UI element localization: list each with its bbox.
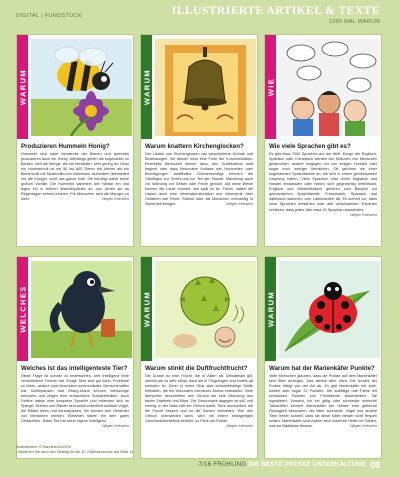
- card-text: [269, 143, 377, 243]
- card-illustration: [141, 257, 258, 361]
- page-footnotes: [16, 445, 133, 455]
- card-byline: Wegen Ireinstein: [102, 197, 129, 202]
- card-text: [21, 143, 129, 243]
- card-text: [145, 143, 253, 243]
- page-subtitle: 1000 MAL WARUM: [329, 19, 380, 25]
- card-byline: Wegen Ireinstein: [350, 212, 377, 217]
- section-separator: |: [41, 13, 43, 19]
- card-illustration: [17, 257, 134, 361]
- card-text: [145, 365, 253, 455]
- card-byline: Wegen Ireinstein: [226, 202, 253, 207]
- article-card-intelligent-animal: [16, 256, 134, 459]
- card-body-text: Der Läuten von Kirchenglocken hat verschiedene Gründe und Bedeutungen. Sie dienen nicht eine Form der Kommunikation. Einerseits Menschen dienen dazu, den Gottesdienst bald beginnt oder dass besondere Anlässe wie Hochzeiten oder Beerdigungen stattfinden. Glockenschläge erinnern die Gläubigen zur Gebet und zur Teil der Stunde. Manchmal auch zur Warnung vor Gefahr oder Feuer genutzt. Auf diese Weise können die Leute erinnert, wie spät es ist. Früher hatten die Läuten auch eine Informationsfunktion und informierte über Gefahren wie Feuer, Stürme oder als Menschen rechtzeitig in Sicherheit bringen.: [145, 152, 253, 207]
- category-label: WARUM: [142, 68, 151, 106]
- page-footer-bar: [198, 460, 380, 470]
- category-band: [265, 35, 276, 139]
- section-label: [16, 13, 82, 19]
- article-row-1: [16, 34, 384, 247]
- ladybug-illustration: [279, 261, 380, 358]
- card-body: [145, 374, 253, 429]
- card-text: [269, 365, 377, 455]
- footer-slogan: DIE BESTE PRESSE UNTERHALTUNG: [248, 462, 366, 468]
- card-body-text: Viele Menschen glauben, dass die Punkte auf dem Marienkäfer sein Alter anzeigen. Das stimmt aber nicht. Die Anzahl der Punkte hängt von der Art ab. Es gibt Marienkäfer mit zwei, sieben oder sogar 22 Punkten. Die auffällige rote Farbe mit schwarzen Punkten soll Fressfeinde abschrecken. Sie signalisiert: Vorsicht, ich bin giftig oder schmecke schlecht! Tatsächlich können Marienkäfer bei Gefahr eine gelbliche Flüssigkeit absondern, die bitter schmeckt. Vögel und andere Tiere lernen schnell, dass sie diese Käfer besser nicht fressen sollten. Marienkäfer sind zudem sehr nützliche Helfer im Garten, weil sie Blattläuse fressen.: [269, 374, 377, 429]
- card-question: Warum hat der Marienkäfer Punkte?: [269, 365, 375, 372]
- card-question: Warum stinkt die Duftfruchtfrucht?: [145, 365, 248, 372]
- card-illustration: [141, 35, 258, 139]
- bumblebee-illustration: [31, 39, 132, 136]
- church-bell-illustration: [155, 39, 256, 136]
- section-label-digital: DIGITAL: [16, 13, 40, 19]
- section-label-fundstueck: FUNDSTÜCK: [44, 13, 82, 19]
- speech-bubbles-illustration: [279, 39, 380, 136]
- page-number: 08: [369, 460, 380, 470]
- header-right: [172, 5, 380, 25]
- card-question: Welches ist das intelligenteste Tier?: [21, 365, 128, 372]
- durian-illustration: [155, 261, 256, 358]
- card-illustration: [265, 257, 382, 361]
- category-label: WARUM: [142, 290, 151, 328]
- card-body: [21, 374, 129, 429]
- footer-issue: 7/16 FRÜHLING: [198, 462, 247, 468]
- article-card-durian: [140, 256, 258, 459]
- page-title: ILLUSTRIERTE ARTIKEL & TEXTE: [171, 5, 380, 17]
- article-card-church-bells: [140, 34, 258, 247]
- card-body: [21, 152, 129, 202]
- card-question: Wie viele Sprachen gibt es?: [269, 143, 351, 150]
- card-question: Warum knattern Kirchenglocken?: [145, 143, 244, 150]
- footer-strip: [198, 462, 366, 468]
- article-card-bumblebee: [16, 34, 134, 247]
- card-illustration: [17, 35, 134, 139]
- category-label: WIE: [266, 77, 275, 97]
- category-band: [17, 257, 28, 361]
- category-band: [265, 257, 276, 361]
- card-body-text: Die Durian ist eine Frucht, die in Asien als Delikatesse gilt, obwohl sie so sehr stinkt, dass sie in Flugzeugen und Hotels oft verboten ist. Denn in ihrem Obst sind schwefelhaltige Stoffe enthalten, die ein besonders intensives Aroma entwickeln. Viele Menschen beschreiben den Geruch als eine Mischung aus faulen Zwiebeln und Käse. Der Geschmack dagegen ist süß und cremig. In der Natur hilft der Geruch dabei, Tiere anzulocken, die die Frucht fressen und so die Samen verbreiten. Wer den Geruch überwinden kann, wird mit einem einzigartigen Geschmackserlebnis belohnt, so Fans der Durian.: [145, 374, 253, 424]
- category-label: WARUM: [266, 290, 275, 328]
- card-text: [21, 365, 129, 455]
- category-band: [17, 35, 28, 139]
- card-body-text: Es gibt etwa 7000 Sprachen auf der Welt. Einige wie Englisch, Spanisch oder Chinesisch werden von Millionen von Menschen gesprochen, andere hingegen nur von einigen Hundert oder sogar noch weniger Menschen. Oft gehören sie einer sogenannten Sprachfamilie an, die sich in einem gemeinsamen Ursprung haben. Viele Sprachen sind durch Migration und Handel entstanden oder haben sich gegenseitig beeinflusst. Englisch und Niederländisch gehören zum Beispiel zur germanischen Sprachfamilie. Französisch, Spanisch und Italienisch stammen vom Lateinischen ab. Es kommt vor, dass neue Sprachen entstehen oder alte verschwinden. Experten schätzen, dass jedes Jahr etwa 25 Sprachen aussterben.: [269, 152, 377, 212]
- card-body: [269, 152, 377, 217]
- category-band: [141, 257, 152, 361]
- article-row-2: [16, 256, 384, 459]
- card-illustration: [265, 35, 382, 139]
- article-card-languages: [264, 34, 382, 247]
- card-byline: Wegen Ireinstein: [350, 424, 377, 429]
- footnote-credits: Illustrationen: © Hanneleore/2016: [16, 445, 71, 449]
- category-label: WELCHES: [18, 285, 27, 333]
- category-band: [141, 35, 152, 139]
- card-byline: Wegen Ireinstein: [102, 424, 129, 429]
- card-body: [269, 374, 377, 430]
- card-question: Produzieren Hummeln Honig?: [21, 143, 110, 150]
- article-card-ladybug: [264, 256, 382, 459]
- crow-illustration: [31, 261, 132, 358]
- card-body: [145, 152, 253, 208]
- card-body-text: Diese Frage ist schwer zu beantworten, weil Intelligenz viele verschiedene Formen hat. Einige Tiere sind gut darin, Probleme zu lösen, andere sind besonders kommunikativ. Menschenaffen wie Schimpansen und Orang-Utans können Werkzeuge benutzen und zeigen eine erstaunliche Sozialverhalten. Auch Delfine haben eine komplexe Sprache und erkennen sich im Spiegel. Krähen und Raben sind außerordentlich schlaue Vögel, die Rätsel lösen und vorausplanen. Sie können sich Gesichter von Menschen merken. Elefanten haben ein sehr gutes Gedächtnis. Jedes Tier hat seine eigene Intelligenz.: [21, 374, 129, 424]
- footnote-reference: • Beziehen Sie auch den Beitrag für die 32. Kalenderwoche auf Seite 11: [16, 450, 134, 454]
- category-label: WARUM: [18, 68, 27, 106]
- card-body-text: Hummeln sind nahe Verwandte der Bienen und sprechen produzieren auch ein Honig. Allerdings geben die sogenanter zu Bauten, weil die Menge, die sie herstellen, sehr gering ist. Denn ein Hummelvolk ist mit 50 bis 600 Tieren viel kleiner als ein Bienenvolk mit Tausenden von Individuen. Außerdem überwintert nur die Königin, nicht das ganze Volk. Sie benötigt daher keine großen Vorräte. Die Hummeln sammeln den Nektar ein und legen ihn in kleinen Wachstöpfchen an, von denen sie an Regentagen zehren können. Für Menschen sind die Mengen zu klein.: [21, 152, 129, 202]
- card-byline: Wegen Ireinstein: [226, 424, 253, 429]
- article-grid: [16, 34, 384, 468]
